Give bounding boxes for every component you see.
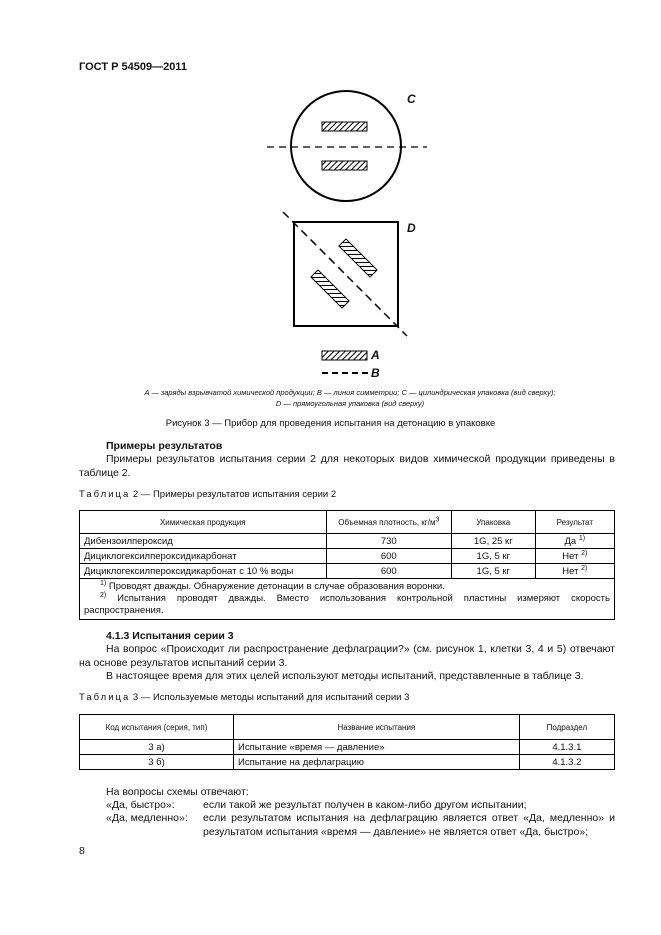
symmetry-line-d [283, 212, 407, 336]
table-row [80, 549, 615, 564]
label-c: C [407, 92, 416, 106]
cell-product: Дициклогексилпероксидикарбонат [80, 549, 327, 564]
charge-c-top [322, 122, 367, 131]
note-mark: 1) [100, 579, 107, 587]
table2-header-density-unit-sup: 3 [435, 515, 440, 523]
table3-header-name: Название испытания [234, 715, 520, 740]
table2-note-1 [84, 581, 610, 593]
table2-header-density-text: Объемная плотность, кг/м [338, 517, 436, 527]
table3-header-code: Код испытания (серия, тип) [80, 715, 234, 740]
cell-density: 600 [326, 564, 451, 579]
cell-code: 3 а) [80, 740, 234, 755]
cell-result [535, 549, 614, 564]
table-2 [79, 510, 615, 620]
note-mark: 2) [100, 591, 107, 599]
result-text: Нет [562, 550, 579, 562]
charge-c-bottom [322, 161, 367, 170]
table2-header-product: Химическая продукция [80, 511, 327, 534]
cell-package: 1G, 5 кг [451, 564, 535, 579]
note-text: Проводят дважды. Обнаружение детонации в случае образования воронки. [106, 581, 445, 592]
section-heading: 4.1.3 Испытания серии 3 [106, 630, 234, 642]
cylindrical-package [291, 91, 401, 201]
table3-caption-prefix: Таблица [79, 692, 131, 703]
cell-subsection: 4.1.3.1 [519, 740, 614, 755]
charge-d-lower [311, 270, 349, 308]
cell-density: 600 [326, 549, 451, 564]
table2-caption-rest: 2 — Примеры результатов испытания серии 2 [130, 489, 337, 500]
cell-subsection: 4.1.3.2 [519, 755, 614, 770]
cell-test-name: Испытание на дефлаграцию [234, 755, 520, 770]
legend-line-2: D — прямоугольная упаковка (вид сверху) [275, 399, 425, 408]
charge-d-upper [339, 239, 377, 277]
cell-product: Дибензоилпероксид [80, 534, 327, 549]
table-row [80, 534, 615, 549]
label-b: B [371, 366, 380, 380]
table3-header-row [80, 715, 615, 740]
cell-product: Дициклогексилпероксидикарбонат с 10 % воды [80, 564, 327, 579]
answer-text-1: если такой же результат получен в каком-либо другом испытании; [203, 799, 527, 811]
result-text: Нет [562, 565, 579, 577]
table-row [80, 740, 615, 755]
table2-note-2 [84, 593, 610, 617]
table2-notes-row [80, 579, 615, 620]
cell-result [535, 534, 614, 549]
table2-header-density [326, 511, 451, 534]
table3-caption [79, 692, 409, 703]
figure-legend [60, 387, 640, 409]
table2-caption [79, 489, 336, 500]
cell-package: 1G, 5 кг [451, 549, 535, 564]
key-charge-sample [322, 351, 367, 360]
answer-text-2: если результатом испытания на дефлаграцию является ответ «Да, медленно» и результатом испытания «время — давление» не является ответ «Да, быстро»; [203, 812, 615, 838]
table3-caption-rest: 3 — Используемые методы испытаний для испытаний серии 3 [130, 692, 410, 703]
result-footnote-mark: 1) [578, 534, 586, 542]
rectangular-package [294, 222, 398, 326]
result-text: Да [564, 535, 577, 547]
table2-notes [80, 579, 615, 620]
section-para-2: В настоящее время для этих целей используют методы испытаний, представленные в таблице 3. [106, 670, 584, 682]
table2-header-package: Упаковка [451, 511, 535, 534]
figure-3-diagram [0, 0, 661, 385]
results-text: Примеры результатов испытания серии 2 для некоторых видов химической продукции приведены в таблице 2. [79, 453, 615, 479]
table3-header-subsection: Подраздел [519, 715, 614, 740]
cell-density: 730 [326, 534, 451, 549]
answer-term-2: «Да, медленно»: [106, 812, 188, 824]
table-row [80, 564, 615, 579]
result-footnote-mark: 2) [581, 564, 588, 572]
table2-header-row [80, 511, 615, 534]
cell-test-name: Испытание «время — давление» [234, 740, 520, 755]
figure-caption: Рисунок 3 — Прибор для проведения испытания на детонацию в упаковке [165, 418, 496, 429]
answers-intro: На вопросы схемы отвечают: [106, 786, 249, 798]
answer-term-1: «Да, быстро»: [106, 799, 175, 811]
note-text: Испытания проводят дважды. Вместо использования контрольной пластины измеряют скорость распространения. [84, 593, 610, 616]
table-row [80, 755, 615, 770]
table2-caption-prefix: Таблица [79, 489, 131, 500]
table-3 [79, 714, 615, 770]
result-footnote-mark: 2) [581, 549, 588, 557]
document-header: ГОСТ Р 54509—2011 [79, 61, 187, 73]
cell-package: 1G, 25 кг [451, 534, 535, 549]
cell-code: 3 б) [80, 755, 234, 770]
results-heading: Примеры результатов [106, 440, 223, 452]
label-a: A [371, 348, 380, 362]
legend-line-1: A — заряды взрывчатой химической продукции; B — линия симметрии; C — цилиндрическая упаковка (вид сверху); [144, 388, 556, 397]
label-d: D [407, 221, 416, 235]
section-para-1: На вопрос «Происходит ли распространение дефлаграции?» (см. рисунок 1, клетки 3, 4 и 5) отвечают на основе результатов испытаний серии 3. [79, 643, 615, 669]
table2-header-result: Результат [535, 511, 614, 534]
cell-result [535, 564, 614, 579]
page-number: 8 [79, 845, 85, 857]
